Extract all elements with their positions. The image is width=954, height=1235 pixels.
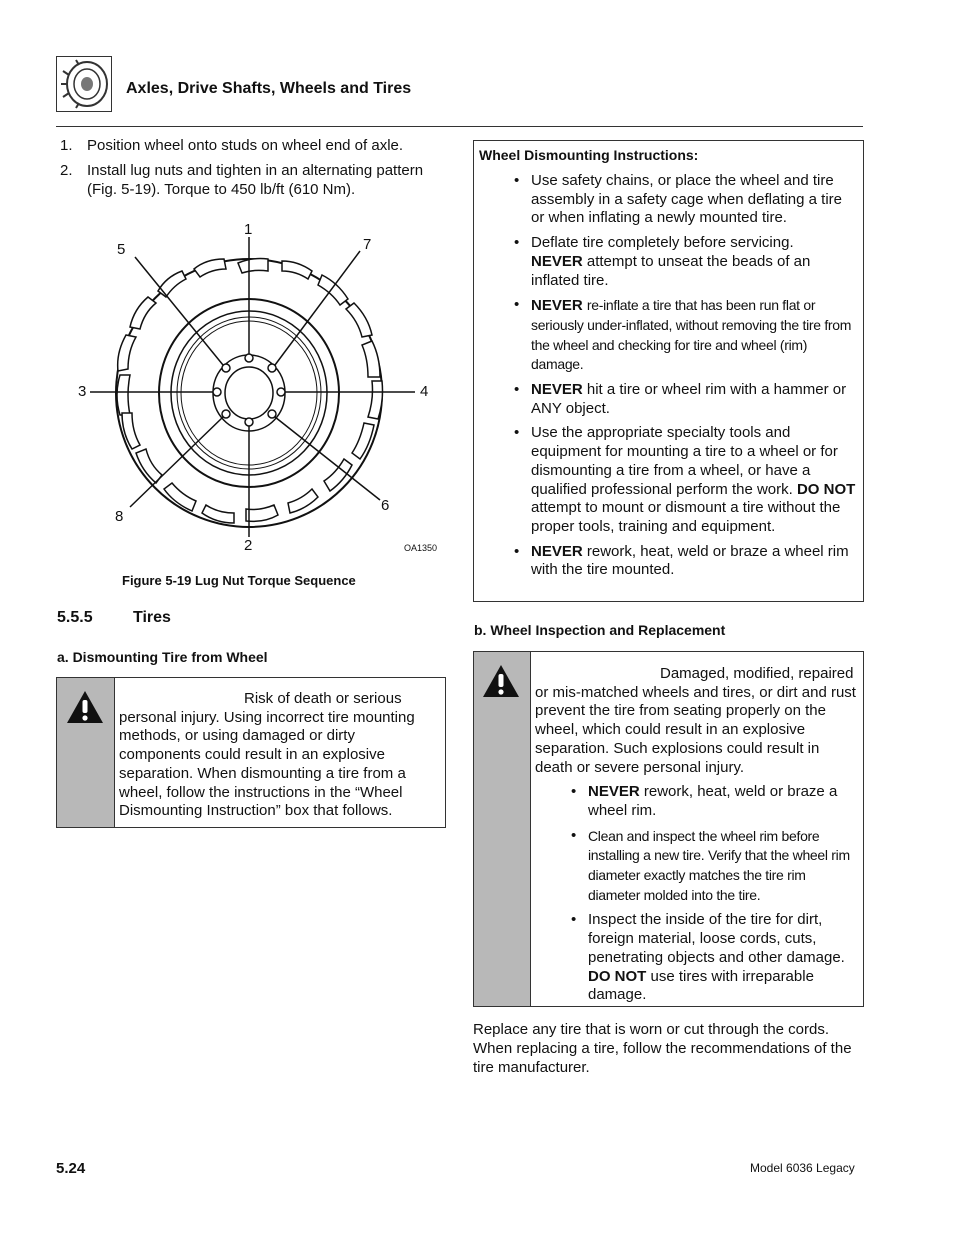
warning-lead: Damaged, modified, [660,665,795,682]
list-item [514,172,857,228]
item-bold: NEVER [531,297,583,315]
callout-2: 2 [244,537,253,554]
callout-5: 5 [117,241,126,258]
item-text: Clean and inspect the wheel rim before installing a new tire. Verify that the wheel rim diameter exactly matches the tire rim diameter molded into the tire. [588,827,850,903]
warning-icon [66,690,104,724]
step-text: Install lug nuts and tighten in an alternating pattern (Fig. 5-19). Torque to 450 lb/ft (610 Nm). [87,162,424,198]
item-text: Deflate tire completely before servicing. [531,234,794,252]
instructions-title: Wheel Dismounting Instructions: [479,147,699,163]
warning-content [531,652,863,1006]
item-text: attempt to mount or dismount a tire without the proper tools, training and equipment. [531,499,841,535]
warning-icon [482,664,520,698]
item-text: attempt to unseat the beads of an inflated tire. [531,252,811,289]
warning-text-dismount: Risk of death or serious personal injury. Using incorrect tire mounting methods, or using damaged or dirty components could result in an explosive separation. When dismounting a tire from a wheel, follow the instructions in the “Wheel Dismounting Instruction” box that follows. [119,690,415,820]
callout-3: 3 [78,383,87,400]
item-bold: NEVER [531,381,583,399]
list-item [571,827,856,906]
section-title: Tires [133,609,171,626]
list-item [514,424,857,536]
list-item [514,543,857,580]
item-bold: DO NOT [796,480,856,498]
step-number: 2. [60,162,73,179]
item-text: rework, heat, weld or braze a wheel rim with the tire mounted. [531,542,849,579]
list-item [514,296,857,375]
dismounting-instructions-box [473,140,864,602]
warning-rest: repaired or mis-matched wheels and tires, or dirt and rust prevent the tire from seating properly on the wheel, which could result in an explosive separation. Such explosions could result in death or severe personal injury. [535,665,856,776]
item-text: use tires with irreparable damage. [588,967,814,1004]
item-bold: DO NOT [588,967,647,985]
item-text: rework, heat, weld or braze a wheel rim. [588,783,838,819]
step-number: 1. [60,137,73,154]
header-rule [56,126,863,127]
list-item [571,783,856,820]
figure-caption: Figure 5-19 Lug Nut Torque Sequence [122,573,356,588]
callout-6: 6 [381,497,390,514]
subheading-a: a. Dismounting Tire from Wheel [57,649,268,665]
list-item [514,381,857,418]
inspection-list [571,783,856,1005]
page-number: 5.24 [56,1160,86,1177]
item-text: Use the appropriate specialty tools and equipment for mounting a tire to a wheel or for dismounting a tire from a wheel, or have a qualified professional perform the work. [531,424,838,498]
section-number: 5.5.5 [57,609,93,626]
instructions-list [514,172,857,586]
warning-box-inspection [473,651,864,1007]
closing-paragraph: Replace any tire that is worn or cut through the cords. When replacing a tire, follow the recommendations of the tire manufacturer. [473,1021,852,1076]
item-text: hit a tire or wheel rim with a hammer or ANY object. [531,381,847,417]
figure-code: OA1350 [404,543,438,553]
list-item [571,911,856,1005]
item-text: re-inflate a tire that has been run flat or seriously under-inflated, without removing the tire from the wheel and checking for tire and wheel (rim) damage. [531,297,852,373]
list-item [514,234,857,290]
callout-8: 8 [115,508,124,525]
model-label: Model 6036 Legacy [750,1161,855,1175]
warning-sidebar [57,678,115,827]
warning-box-dismount [56,677,446,828]
item-bold: NEVER [588,783,640,801]
header-tire-icon [56,56,112,112]
warning-sidebar [474,652,531,1006]
warning-text-inspection [531,652,863,777]
item-text: Inspect the inside of the tire for dirt, foreign material, loose cords, cuts, penetrating objects and other damage. [588,911,845,966]
callout-7: 7 [363,236,372,253]
subheading-b: b. Wheel Inspection and Replacement [474,622,726,638]
callout-4: 4 [420,383,429,400]
step-text: Position wheel onto studs on wheel end of axle. [87,137,404,154]
item-bold: NEVER [531,542,583,560]
item-text: Use safety chains, or place the wheel and tire assembly in a safety cage when deflating a tire or when inflating a newly mounted tire. [531,172,843,227]
lug-nut-figure [60,215,460,560]
callout-1: 1 [244,221,253,238]
header-title: Axles, Drive Shafts, Wheels and Tires [126,80,412,97]
item-bold: NEVER [531,252,583,270]
